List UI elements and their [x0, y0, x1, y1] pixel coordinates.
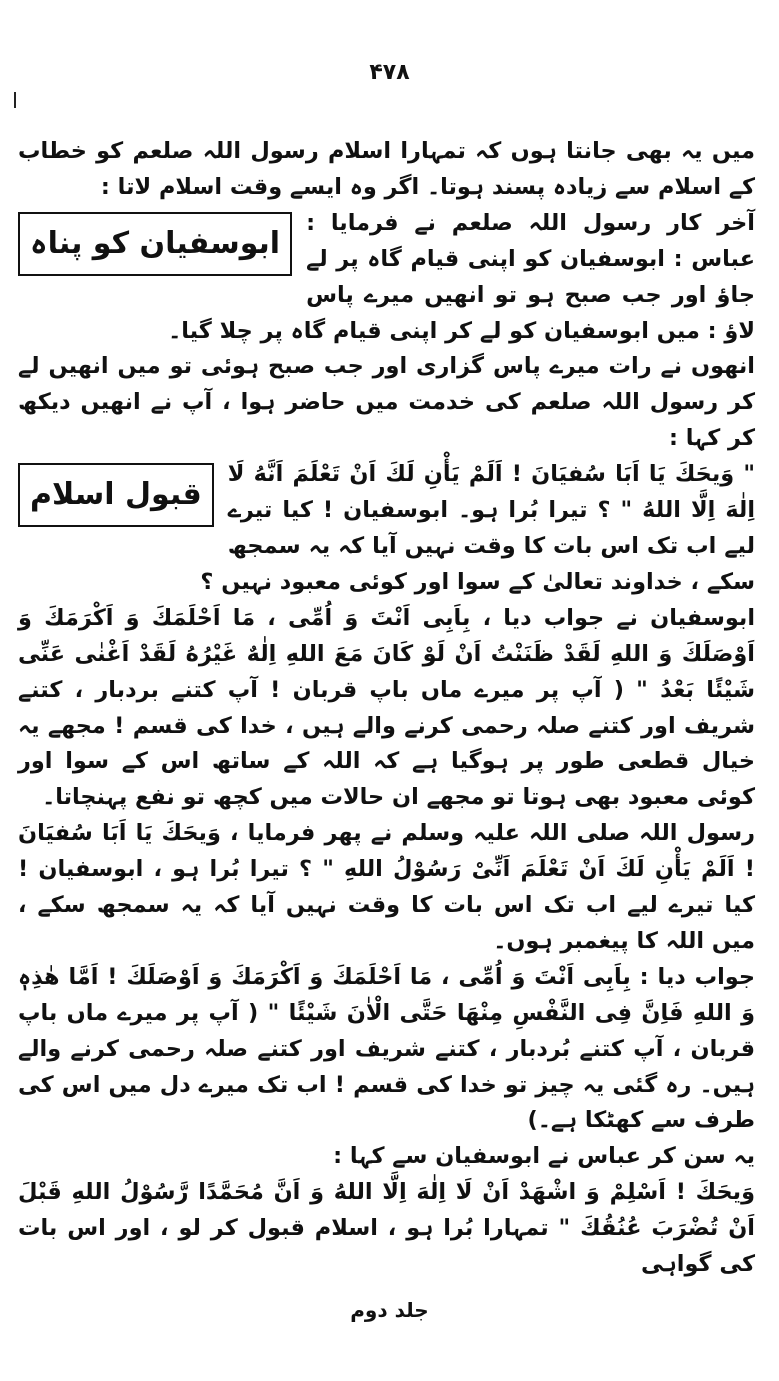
paragraph-6: رسول اللہ صلی اللہ علیہ وسلم نے پھر فرمایا ، وَیحَكَ یَا اَبَا سُفیَانَ ! اَلَمْ یَأْنِ لَكَ اَنْ تَعْلَمَ اَنِّیْ رَسُوْلُ اللهِ " ؟ تیرا بُرا ہو ، ابوسفیان ! کیا تیرے لیے اب تک اس بات کا وقت نہیں آیا کہ یہ سمجھ سکے ، میں اللہ کا پیغمبر ہوں۔ [18, 820, 755, 954]
body-text [18, 134, 755, 1283]
paragraph-4: " وَیحَكَ یَا اَبَا سُفیَانَ ! اَلَمْ یَأْنِ لَكَ اَنْ تَعْلَمَ اَنَّهُ لَا اِلٰهَ اِلَّا اللهُ " ؟ تیرا بُرا ہو۔ ابوسفیان ! کیا تیرے لیے اب تک اس بات کا وقت نہیں آیا کہ یہ سمجھ سکے ، خداوند تعالیٰ کے سوا اور کوئی معبود نہیں ؟ [200, 461, 755, 595]
page-number: ۴۷۸ [369, 60, 410, 85]
side-heading-accepting-islam: قبول اسلام [18, 463, 214, 527]
margin-mark [14, 92, 16, 108]
paragraph-7: جواب دیا : بِاَبِی اَنْتَ وَ اُمِّی ، مَا اَحْلَمَكَ وَ اَكْرَمَكَ وَ اَوْصَلَكَ ! اَمَّا هٰذِهٖ وَ اللهِ فَاِنَّ فِی النَّفْسِ مِنْهَا حَتَّی الْاٰنَ شَيْئًا " ( آپ پر میرے ماں باپ قربان ، آپ کتنے بُردبار ، کتنے شریف اور کتنے صلہ رحمی کرنے والے ہیں۔ رہ گئی یہ چیز تو خدا کی قسم ! اب تک میرے دل میں اس کی طرف سے کھٹکا ہے۔) [18, 963, 755, 1134]
paragraph-2: آخر کار رسول اللہ صلعم نے فرمایا : عباس : ابوسفیان کو اپنی قیام گاہ پر لے جاؤ اور جب صبح ہو تو انھیں میرے پاس لاؤ : میں ابوسفیان کو لے کر اپنی قیام گاہ پر چلا گیا۔ [168, 209, 755, 344]
paragraph-3: انھوں نے رات میرے پاس گزاری اور جب صبح ہوئی تو میں انھیں لے کر رسول اللہ صلعم کی خدمت میں حاضر ہوا ، آپ نے انھیں دیکھ کر کہا : [18, 353, 755, 452]
paragraph-1: میں یہ بھی جانتا ہوں کہ تمہارا اسلام رسول اللہ صلعم کو خطاب کے اسلام سے زیادہ پسند ہوتا۔ اگر وہ ایسے وقت اسلام لاتا : [18, 138, 755, 200]
side-heading-refuge: ابوسفیان کو پناہ [18, 212, 292, 276]
paragraph-5: ابوسفیان نے جواب دیا ، بِاَبِی اَنْتَ وَ اُمِّی ، مَا اَحْلَمَكَ وَ اَكْرَمَكَ وَ اَوْصَلَكَ وَ اللهِ لَقَدْ ظَنَنْتُ اَنْ لَوْ كَانَ مَعَ اللهِ اِلٰهٌ غَيْرُهُ لَقَدْ اَغْنٰى عَنِّی شَيْئًا بَعْدُ " ( آپ پر میرے ماں باپ قربان ! آپ کتنے بردبار ، کتنے شریف اور کتنے صلہ رحمی کرنے والے ہیں ، خدا کی قسم ! مجھے یہ خیال قطعی طور پر ہوگیا ہے کہ اللہ کے ساتھ اس کے سوا اور کوئی معبود بھی ہوتا تو مجھے ان حالات میں کچھ تو نفع پہنچاتا۔ [18, 604, 755, 811]
volume-footer: جلد دوم [350, 1298, 429, 1322]
paragraph-9: وَیحَكَ ! اَسْلِمْ وَ اشْهَدْ اَنْ لَا اِلٰهَ اِلَّا اللهُ وَ اَنَّ مُحَمَّدًا رَّسُوْلُ اللهِ قَبْلَ اَنْ تُضْرَبَ عُنُقُكَ " تمہارا بُرا ہو ، اسلام قبول کر لو ، اور اس بات کی گواہی [18, 1179, 755, 1278]
paragraph-8: یہ سن کر عباس نے ابوسفیان سے کہا : [333, 1143, 755, 1170]
